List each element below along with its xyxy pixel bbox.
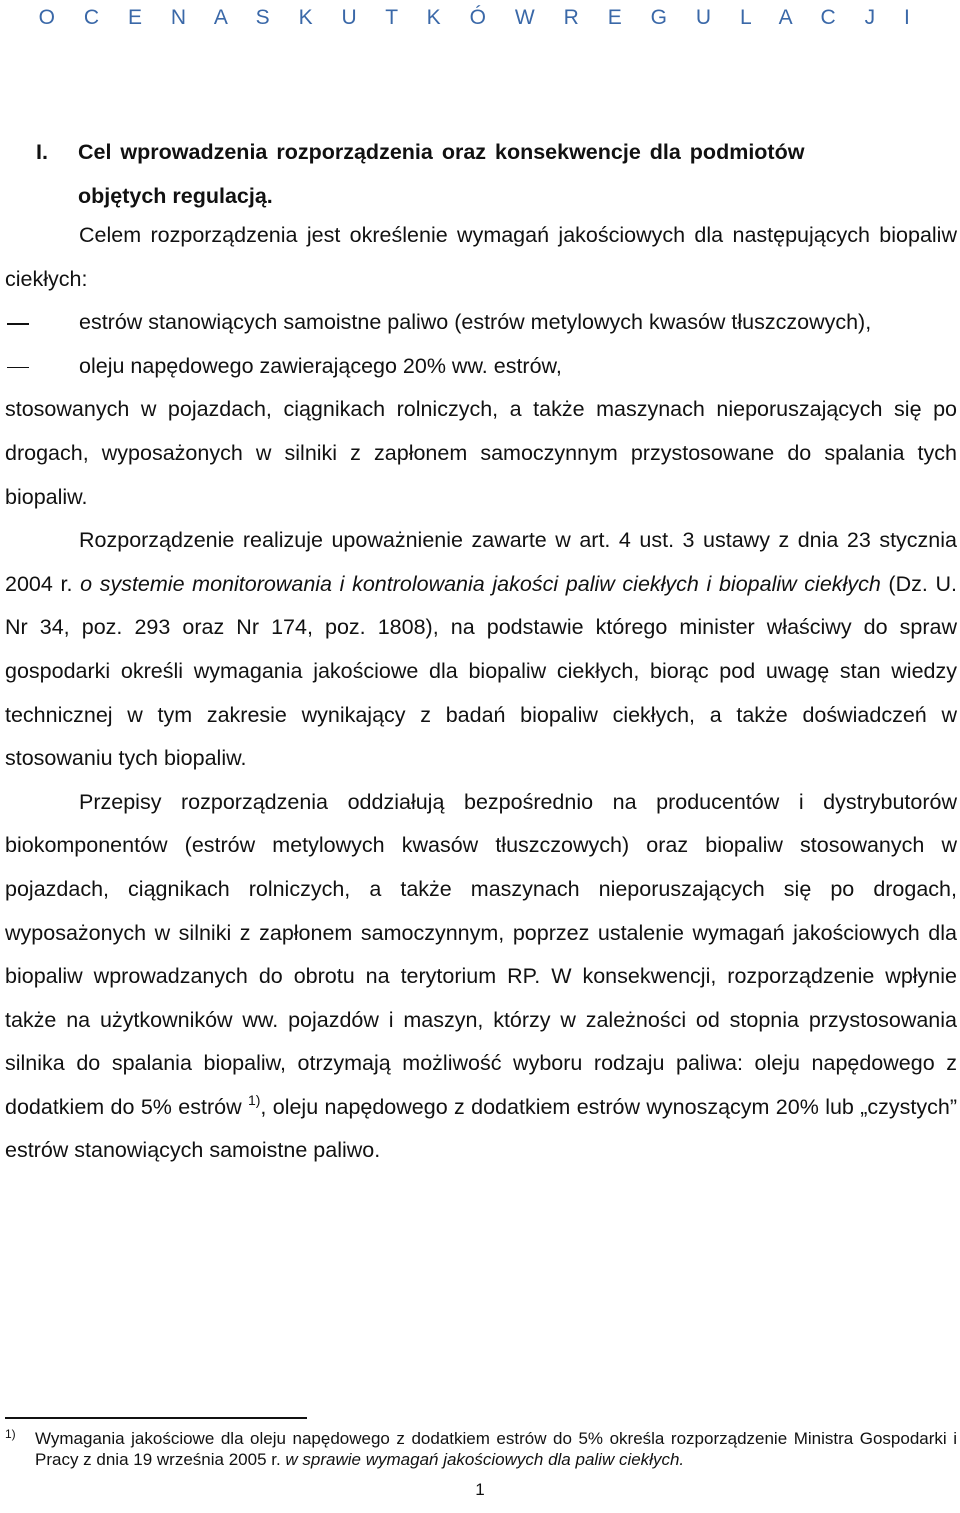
list-item xyxy=(5,301,957,345)
section-heading-line1: Cel wprowadzenia rozporządzenia oraz konsekwencje dla podmiotów xyxy=(78,140,805,164)
list-item xyxy=(5,345,957,389)
legal-basis-text: Rozporządzenie realizuje upoważnienie zawarte w art. 4 ust. 3 ustawy z dnia 23 stycznia 2004 r. xyxy=(5,528,957,596)
list-item-text: estrów stanowiących samoistne paliwo (estrów metylowych kwasów tłuszczowych), xyxy=(79,310,872,335)
footnote-mark: 1) xyxy=(5,1427,16,1441)
footnote-body: Wymagania jakościowe dla oleju napędowego z dodatkiem estrów do 5% określa rozporządzenie Ministra Gospodarki i Pracy z dnia 19 września 2005 r. xyxy=(35,1429,957,1469)
impact-text: Przepisy rozporządzenia oddziałują bezpośrednio na producentów i dystrybutorów biokomponentów (estrów metylowych kwasów tłuszczowych) oraz biopaliw stosowanych w pojazdach, ciągnikach rolniczych, a także maszynach nieporuszających się po drogach, wyposażonych w silniki z zapłonem samoczynnym, poprzez ustalenie wymagań jakościowych dla biopaliw wprowadzanych do obrotu na terytorium RP. W konsekwencji, rozporządzenie wpłynie także na użytkowników ww. pojazdów i maszyn, którzy w zależności od stopnia przystosowania silnika do spalania biopaliw, otrzymają możliwość wyboru rodzaju paliwa: oleju napędowego z dodatkiem do 5% estrów xyxy=(5,789,957,1119)
footnote-divider xyxy=(5,1417,307,1419)
footnote xyxy=(5,1428,957,1470)
act-title: o systemie monitorowania i kontrolowania jakości paliw ciekłych i biopaliw ciekłych xyxy=(80,571,881,596)
footnote-regulation-title: w sprawie wymagań jakościowych dla paliw ciekłych. xyxy=(285,1450,685,1469)
page-number: 1 xyxy=(475,1480,485,1499)
list-item-text: oleju napędowego zawierającego 20% ww. estrów, xyxy=(79,353,562,378)
section-heading xyxy=(36,131,956,218)
intro-paragraph: Celem rozporządzenia jest określenie wymagań jakościowych dla następujących biopaliw ciekłych: xyxy=(5,223,957,291)
footnote-text xyxy=(35,1428,957,1470)
footnote-reference[interactable]: 1) xyxy=(247,1091,261,1108)
legal-basis-paragraph xyxy=(5,519,957,781)
legal-basis-text-cont: (Dz. U. Nr 34, poz. 293 oraz Nr 174, poz. 1808), na podstawie którego minister właściwy do spraw gospodarki określi wymagania jakościowe dla biopaliw ciekłych, biorąc pod uwagę stan wiedzy technicznej w tym zakresie wynikający z badań biopaliw ciekłych, a także doświadczeń w stosowaniu tych biopaliw. xyxy=(5,571,957,771)
document-body xyxy=(5,214,957,1173)
section-heading-line2: objętych regulacją. xyxy=(78,183,273,208)
impact-text-cont: , oleju napędowego z dodatkiem estrów wynoszącym 20% lub „czystych” estrów stanowiących samoistne paliwo. xyxy=(5,1094,957,1163)
impact-paragraph xyxy=(5,781,957,1173)
after-list-paragraph: stosowanych w pojazdach, ciągnikach rolniczych, a także maszynach nieporuszających się po drogach, wyposażonych w silniki z zapłonem samoczynnym przystosowane do spalania tych biopaliw. xyxy=(5,397,957,509)
document-title: O C E N A S K U T K Ó W R E G U L A C J I xyxy=(38,6,922,29)
section-number: I. xyxy=(36,140,48,164)
